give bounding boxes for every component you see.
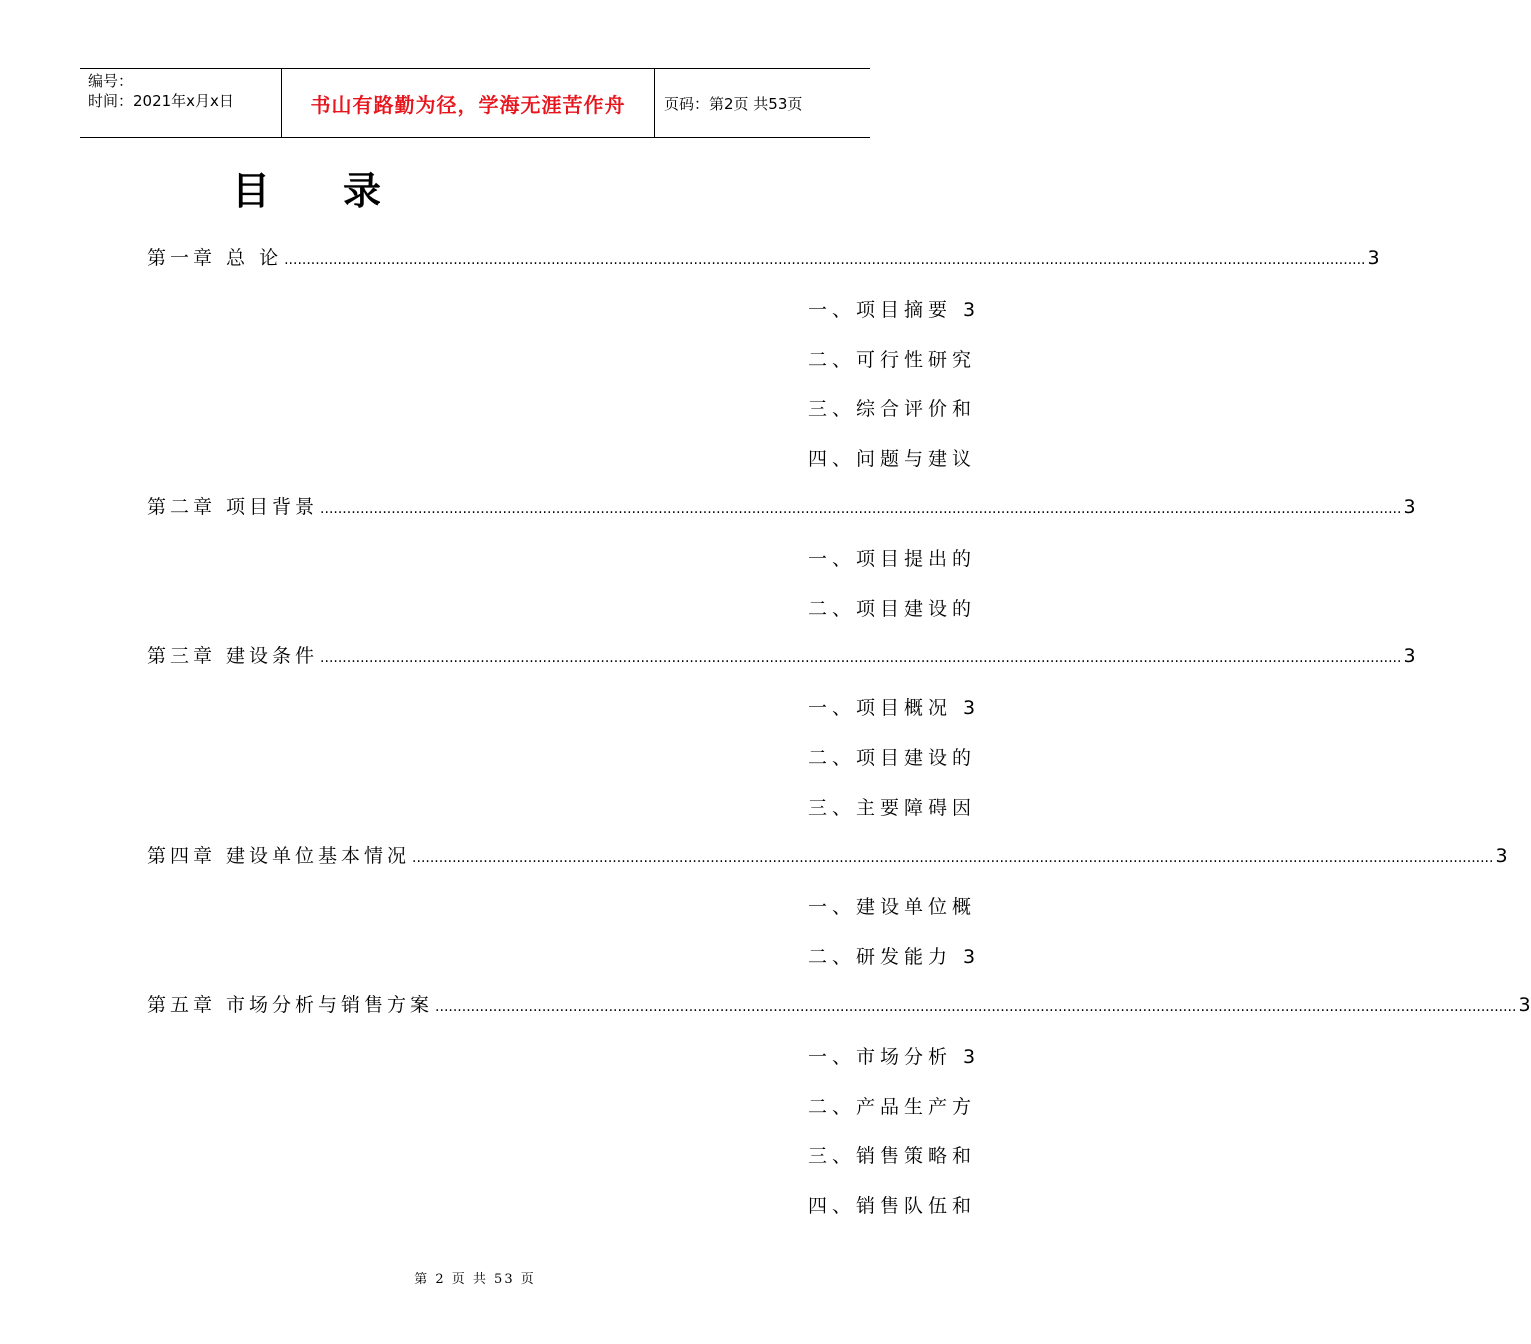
header-motto: 书山有路勤为径，学海无涯苦作舟: [281, 69, 655, 137]
toc-section-row: [0, 731, 977, 781]
toc-section-row: [0, 532, 977, 582]
toc-chapter-entry: [147, 990, 1531, 1017]
toc-page-number: 3: [1495, 844, 1508, 867]
toc-section-label: 二、产品生产方: [808, 1095, 977, 1118]
toc-section-label: 一、项目概况 3: [808, 697, 981, 720]
toc-section-row: [0, 283, 981, 333]
toc-section-label: 一、项目提出的: [808, 547, 977, 570]
toc-section-row: [0, 382, 977, 432]
toc-section-label: 三、综合评价和: [808, 398, 977, 421]
toc-section-row: [0, 1179, 977, 1229]
toc-section-label: 二、研发能力 3: [808, 946, 981, 969]
toc-section-label: 一、建设单位概: [808, 896, 977, 919]
document-date-label: 时间：2021年x月x日: [88, 92, 234, 110]
toc-section-row: [0, 333, 977, 383]
document-number-label: 编号：: [88, 72, 134, 90]
toc-section-label: 一、市场分析 3: [808, 1045, 981, 1068]
toc-page-number: 3: [1403, 645, 1416, 668]
toc-section-row: [0, 432, 977, 482]
toc-title-char: 录: [343, 168, 382, 213]
table-of-contents: [0, 233, 1531, 1229]
toc-section-label: 三、主要障碍因: [808, 796, 977, 819]
toc-chapter-row: [0, 831, 1508, 881]
toc-chapter-row: [0, 233, 1380, 283]
toc-chapter-entry: [147, 243, 1380, 270]
toc-dot-leader: [412, 850, 1493, 866]
toc-section-row: [0, 1129, 977, 1179]
toc-chapter-row: [0, 980, 1531, 1030]
toc-dot-leader: [320, 501, 1401, 517]
toc-chapter-entry: [147, 641, 1416, 668]
toc-section-label: 四、销售队伍和: [808, 1195, 977, 1218]
toc-chapter-label: 第二章 项目背景: [147, 495, 319, 518]
toc-chapter-label: 第三章 建设条件: [147, 645, 319, 668]
toc-chapter-label: 第四章 建设单位基本情况: [147, 844, 411, 867]
toc-section-row: [0, 880, 977, 930]
toc-chapter-entry: [147, 841, 1508, 868]
toc-chapter-label: 第五章 市场分析与销售方案: [147, 993, 434, 1016]
toc-section-label: 一、项目摘要 3: [808, 298, 981, 321]
toc-section-row: [0, 1030, 981, 1080]
toc-chapter-row: [0, 631, 1416, 681]
toc-page-number: 3: [1403, 495, 1416, 518]
toc-section-row: [0, 681, 981, 731]
toc-page-number: 3: [1518, 993, 1531, 1016]
toc-section-label: 四、问题与建议: [808, 448, 977, 471]
toc-chapter-row: [0, 482, 1416, 532]
toc-section-label: 三、销售策略和: [808, 1145, 977, 1168]
toc-chapter-label: 第一章 总 论: [147, 247, 283, 269]
toc-section-row: [0, 781, 977, 831]
toc-dot-leader: [320, 650, 1401, 666]
header-page-info: 页码：第2页 共53页: [664, 94, 803, 113]
page-footer: 第 2 页 共 53 页: [414, 1272, 536, 1287]
toc-section-label: 二、可行性研究: [808, 348, 977, 371]
toc-dot-leader: [435, 999, 1516, 1015]
toc-chapter-entry: [147, 492, 1416, 519]
toc-section-label: 二、项目建设的: [808, 746, 977, 769]
toc-section-row: [0, 930, 981, 980]
toc-page-number: 3: [1367, 247, 1380, 269]
toc-dot-leader: [284, 252, 1365, 268]
toc-title-char: 目: [232, 168, 271, 213]
toc-section-row: [0, 1080, 977, 1130]
header-meta: [80, 69, 281, 137]
toc-section-label: 二、项目建设的: [808, 597, 977, 620]
toc-section-row: [0, 582, 977, 632]
page-header: [80, 68, 870, 138]
toc-title: [0, 160, 950, 213]
